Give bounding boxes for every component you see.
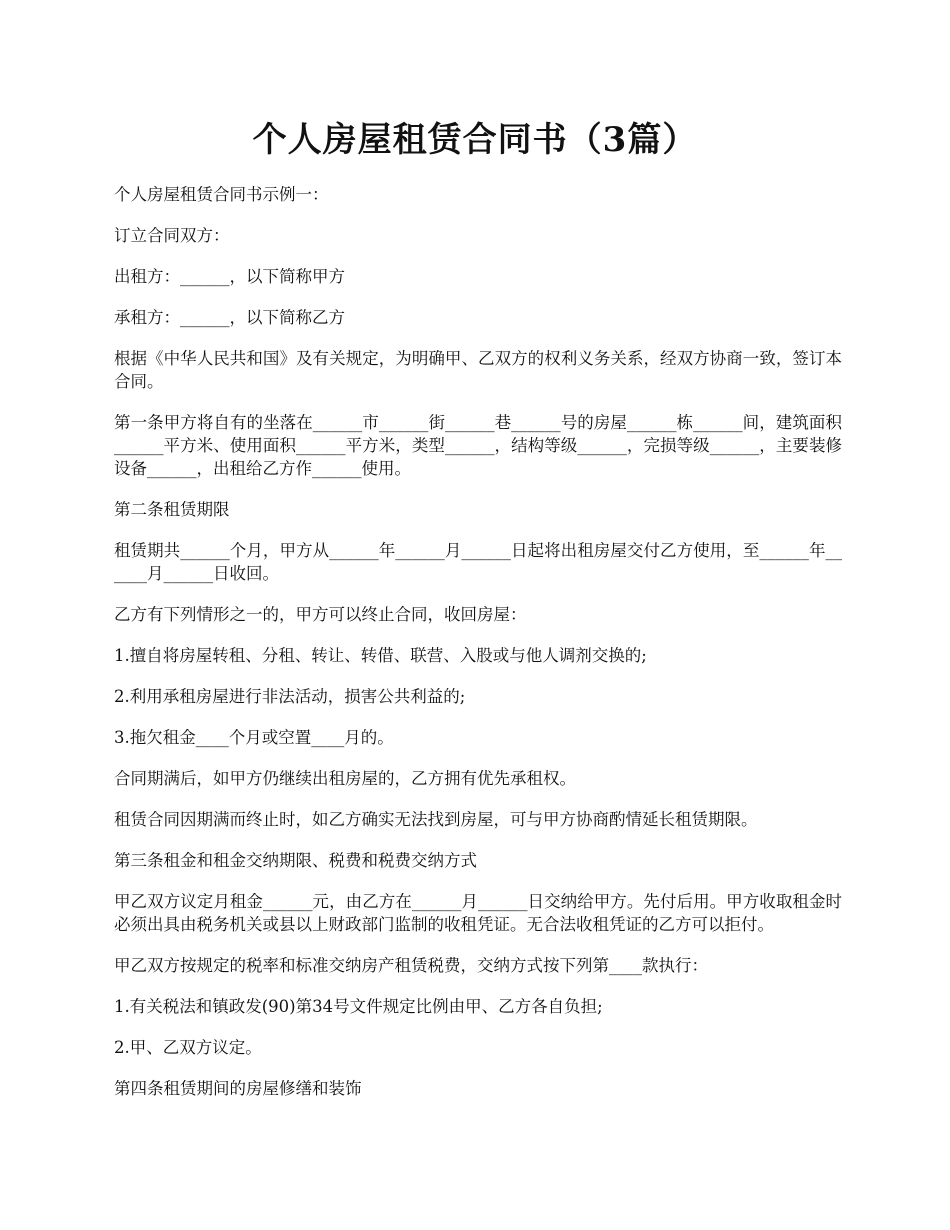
paragraph-tax-payment: 甲乙双方按规定的税率和标准交纳房产租赁税费，交纳方式按下列第____款执行： bbox=[114, 956, 708, 975]
paragraph-parties-heading: 订立合同双方： bbox=[114, 226, 230, 245]
paragraph-article-4-heading: 第四条租赁期间的房屋修缮和装饰 bbox=[114, 1079, 362, 1098]
paragraph-intro: 个人房屋租赁合同书示例一： bbox=[114, 185, 329, 204]
paragraph-condition-1: 1.擅自将房屋转租、分租、转让、转借、联营、入股或与他人调剂交换的; bbox=[114, 646, 647, 665]
paragraph-condition-3: 3.拖欠租金____个月或空置____月的。 bbox=[114, 728, 394, 747]
paragraph-condition-2: 2.利用承租房屋进行非法活动，损害公共利益的; bbox=[114, 687, 466, 706]
paragraph-lessee: 承租方：______，以下简称乙方 bbox=[114, 308, 345, 327]
document-title: 个人房屋租赁合同书（3篇） bbox=[252, 120, 698, 160]
paragraph-priority-renewal: 合同期满后，如甲方仍继续出租房屋的，乙方拥有优先承租权。 bbox=[114, 769, 576, 788]
paragraph-article-1: 第一条甲方将自有的坐落在______市______街______巷______号的房屋______栋______间，建筑面积______平方米、使用面积______平方米，类型______，结构等级______，完损等级______，主要装修设备______，出租给乙方作______使用。 bbox=[114, 413, 842, 478]
paragraph-extension: 租赁合同因期满而终止时，如乙方确实无法找到房屋，可与甲方协商酌情延长租赁期限。 bbox=[114, 810, 758, 829]
paragraph-rent-payment: 甲乙双方议定月租金______元，由乙方在______月______日交纳给甲方。先付后用。甲方收取租金时必须出具由税务机关或县以上财政部门监制的收租凭证。无合法收租凭证的乙方可以拒付。 bbox=[114, 892, 842, 934]
document-body bbox=[114, 183, 842, 1118]
paragraph-lease-term: 租赁期共______个月，甲方从______年______月______日起将出租房屋交付乙方使用，至______年______月______日收回。 bbox=[114, 541, 842, 583]
paragraph-preamble: 根据《中华人民共和国》及有关规定，为明确甲、乙双方的权利义务关系，经双方协商一致，签订本合同。 bbox=[114, 349, 842, 391]
paragraph-tax-option-2: 2.甲、乙双方议定。 bbox=[114, 1038, 262, 1057]
paragraph-termination-conditions: 乙方有下列情形之一的，甲方可以终止合同，收回房屋： bbox=[114, 605, 527, 624]
paragraph-lessor: 出租方：______，以下简称甲方 bbox=[114, 267, 345, 286]
paragraph-tax-option-1: 1.有关税法和镇政发(90)第34号文件规定比例由甲、乙方各自负担; bbox=[114, 997, 603, 1016]
paragraph-article-2-heading: 第二条租赁期限 bbox=[114, 500, 230, 519]
paragraph-article-3-heading: 第三条租金和租金交纳期限、税费和税费交纳方式 bbox=[114, 851, 477, 870]
